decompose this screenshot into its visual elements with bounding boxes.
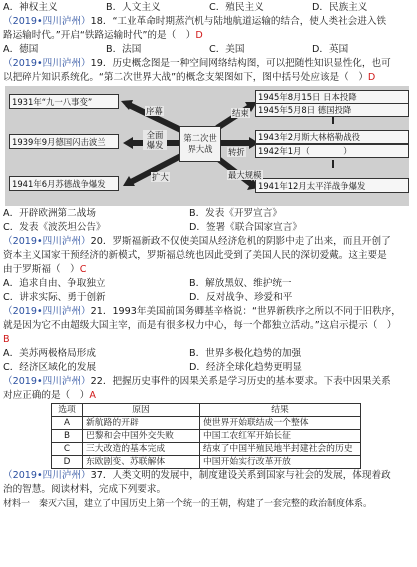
q18-source: （2019•四川泸州） xyxy=(3,16,91,27)
table-header-row xyxy=(52,404,361,417)
q20-stem-line-3 xyxy=(3,263,414,277)
q37-source: （2019•四川泸州） xyxy=(3,470,91,481)
box-1942-blank: 1942年1月（ ） xyxy=(255,144,409,158)
center-label: 第二次世界大战 xyxy=(183,133,217,154)
q19-text-1: 19．历史概念图是一种空间网络结构图，可以把随性知识显性化，也可 xyxy=(90,58,391,69)
box-japan-surrender: 1945年8月15日 日本投降 xyxy=(255,90,409,104)
q20-option-a: A．追求自由、争取独立 xyxy=(3,278,106,289)
q18-option-d: D．英国 xyxy=(312,44,349,55)
table-header-cause: 原因 xyxy=(83,404,200,417)
table-cell-cause: 东欧剧变、苏联解体 xyxy=(83,456,200,469)
table-cell-cause: 巴黎和会中国外交失败 xyxy=(83,430,200,443)
q17-option-a: A．神权主义 xyxy=(3,2,58,13)
label-kuoda: 扩大 xyxy=(152,172,169,182)
q21-stem-line-1 xyxy=(3,305,414,319)
q22-stem-line-1 xyxy=(3,375,414,389)
q17-option-b: B．人文主义 xyxy=(106,2,161,13)
q20-options-row-1 xyxy=(3,277,414,291)
q19-option-b: B．发表《开罗宣言》 xyxy=(189,208,282,219)
q37-stem-line-2: 治的智慧。阅读材料，完成下列要求。 xyxy=(3,484,167,495)
page xyxy=(3,1,414,511)
box-germany-surrender: 1945年5月8日 德国投降 xyxy=(255,103,409,117)
q19-source: （2019•四川泸州） xyxy=(3,58,91,69)
q18-text-1: 18．“工业革命时期蒸汽机与陆地航道运输的结合，使人类社会进入铁 xyxy=(90,16,387,27)
q19-options-row-2 xyxy=(3,221,414,235)
q19-stem-line-2 xyxy=(3,71,414,85)
q19-text-2: 以把碎片知识系统化。“第二次世界大战”的概念支架图如下，图中括号处应该是（ ） xyxy=(3,72,368,83)
q37-text-1: 37．人类文明的发展中，制度建设关系到国家与社会的发展，体现着政 xyxy=(90,470,391,481)
table-cell-result: 中国开始实行改革开放 xyxy=(200,456,361,469)
q21-text-1: 21．1993年美国前国务卿基辛格说：“世界新秩序之所以不同于旧秩序， xyxy=(90,306,401,317)
table-cell-option: A xyxy=(52,417,83,430)
q18-answer: D xyxy=(195,30,203,41)
q21-option-a: A．美苏两极格局形成 xyxy=(3,348,96,359)
q21-option-c: C．经济区域化的发展 xyxy=(3,362,97,373)
q20-options-row-2 xyxy=(3,291,414,305)
q37-stem-line-1 xyxy=(3,469,414,483)
box-germany-poland: 1939年9月德国闪击波兰 xyxy=(9,134,119,149)
box-ww2-center xyxy=(179,126,221,162)
label-quanmian: 全面爆发 xyxy=(143,130,167,150)
q17-option-d: D．民族主义 xyxy=(312,2,368,13)
q21-options-row-1 xyxy=(3,347,414,361)
q19-options-row-1 xyxy=(3,207,414,221)
q19-option-a: A．开辟欧洲第二战场 xyxy=(3,208,96,219)
q21-source: （2019•四川泸州） xyxy=(3,306,91,317)
q18-option-a: A．德国 xyxy=(3,44,39,55)
table-row xyxy=(52,443,361,456)
q19-stem-line-1 xyxy=(3,57,414,71)
q21-option-d: D．经济全球化趋势更明显 xyxy=(189,362,302,373)
table-cell-result: 中国工农红军开始长征 xyxy=(200,430,361,443)
label-zhuanzhe: 转折 xyxy=(228,147,245,157)
table-cell-option: B xyxy=(52,430,83,443)
q22-stem-line-2 xyxy=(3,389,414,403)
q20-stem-line-2: 资本主义国家干预经济的新模式，罗斯福总统也因此受到了美国人民的深切爱戴。这主要是 xyxy=(3,250,387,261)
q20-option-b: B．解放黑奴、维护统一 xyxy=(189,278,292,289)
box-stalingrad: 1943年2月斯大林格勒战役 xyxy=(255,130,409,144)
q18-option-b: B．法国 xyxy=(106,44,142,55)
q18-option-c: C．美国 xyxy=(209,44,245,55)
q19-option-d: D．签署《联合国家宣言》 xyxy=(189,222,302,233)
q22-source: （2019•四川泸州） xyxy=(3,376,91,387)
table-cell-cause: 新航路的开辟 xyxy=(83,417,200,430)
box-soviet-german-war: 1941年6月苏德战争爆发 xyxy=(9,176,119,191)
q17-option-c: C．殖民主义 xyxy=(209,2,264,13)
q22-text-2: 对应正确的是（ ） xyxy=(3,390,90,401)
q18-options xyxy=(3,43,414,57)
box-mukden-incident: 1931年“九一八事变” xyxy=(9,94,119,109)
q20-text-3: 由于罗斯福（ ） xyxy=(3,264,80,275)
q19-answer: D xyxy=(367,72,376,83)
table-cell-option: C xyxy=(52,443,83,456)
ww2-concept-diagram xyxy=(5,86,409,206)
q17-options xyxy=(3,1,414,15)
q18-stem-line-1 xyxy=(3,15,414,29)
q21-stem-line-2: 就是因为它不由超级大国主宰，而是有很多权力中心，每一个都独立活动。”这启示提示（ ） xyxy=(3,320,397,331)
q18-stem-line-2 xyxy=(3,29,414,43)
q20-source: （2019•四川泸州） xyxy=(3,236,91,247)
table-header-option: 选项 xyxy=(52,404,83,417)
q21-option-b: B．世界多极化趋势的加强 xyxy=(189,348,302,359)
q21-answer: B xyxy=(3,334,10,345)
table-cell-cause: 三大改造的基本完成 xyxy=(83,443,200,456)
table-cell-result: 结束了中国半殖民地半封建社会的历史 xyxy=(200,443,361,456)
q22-table xyxy=(51,403,361,469)
label-zuidaguimo: 最大规模 xyxy=(228,170,262,180)
q19-option-c: C．发表《波茨坦公告》 xyxy=(3,222,106,233)
box-pacific-war: 1941年12月太平洋战争爆发 xyxy=(255,178,409,193)
q22-text-1: 22．把握历史事件的因果关系是学习历史的基本要求。下表中因果关系 xyxy=(90,376,391,387)
q20-text-1: 20．罗斯福新政不仅使美国从经济危机的阴影中走了出来，而且开创了 xyxy=(90,236,391,247)
label-jieshu: 结束 xyxy=(232,108,249,118)
table-row xyxy=(52,417,361,430)
table-cell-result: 使世界开始联结成一个整体 xyxy=(200,417,361,430)
table-row xyxy=(52,430,361,443)
table-header-result: 结果 xyxy=(200,404,361,417)
q20-stem-line-1 xyxy=(3,235,414,249)
q20-option-c: C．讲求实际、勇于创新 xyxy=(3,292,106,303)
table-cell-option: D xyxy=(52,456,83,469)
q20-answer: C xyxy=(79,264,87,275)
q37-material-1: 材料一 秦灭六国，建立了中国历史上第一个统一的王朝，构建了一套完整的政治制度体系。 xyxy=(3,499,373,509)
q20-option-d: D．反对战争、珍爱和平 xyxy=(189,292,293,303)
q18-text-2: 路运输时代。”开启“铁路运输时代”的是（ ） xyxy=(3,30,196,41)
q22-answer: A xyxy=(89,390,96,401)
label-xumu: 序幕 xyxy=(146,106,163,116)
q21-options-row-2 xyxy=(3,361,414,375)
table-row xyxy=(52,456,361,469)
